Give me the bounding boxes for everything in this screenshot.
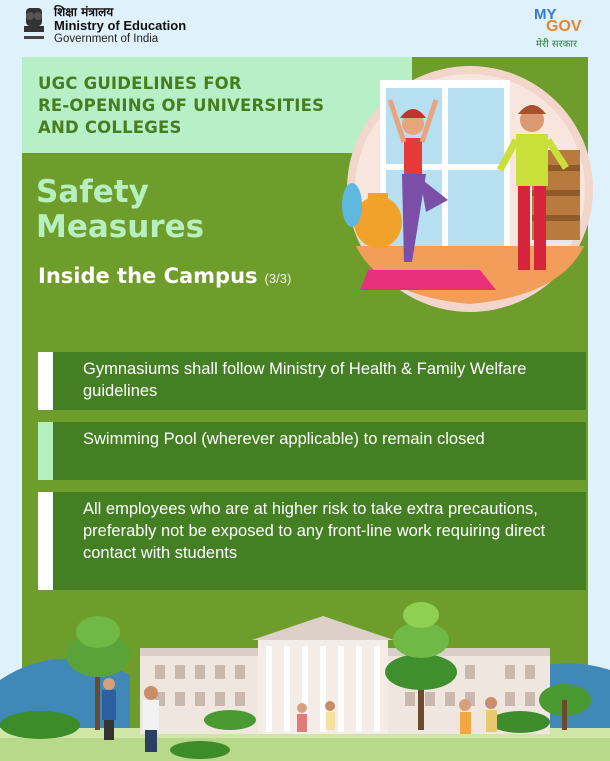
ugc-title-line-3: AND COLLEGES: [38, 118, 182, 137]
guideline-text: All employees who are at higher risk to take extra precautions, preferably not be exposed to any front-line work requiring direct contact with students: [83, 500, 546, 562]
item-marker-bar: [38, 422, 53, 480]
ministry-header: [18, 6, 186, 46]
mygov-my-text: MY: [534, 6, 557, 23]
guideline-text: Swimming Pool (wherever applicable) to remain closed: [83, 430, 485, 448]
ugc-guidelines-title: [38, 73, 358, 139]
ministry-name: Ministry of Education: [54, 18, 187, 34]
ugc-title-line-1: UGC GUIDELINES FOR: [38, 74, 242, 93]
subheading-text: Inside the Campus: [38, 264, 258, 288]
mygov-gov-text: GOV: [546, 18, 582, 35]
item-marker-bar: [38, 492, 53, 590]
guideline-item-swimming-pool: [38, 422, 586, 480]
government-name: Government of India: [54, 33, 159, 46]
safety-heading-line-1: Safety: [36, 174, 149, 210]
safety-measures-heading: [36, 175, 204, 245]
guideline-item-gymnasiums: [38, 352, 586, 410]
guideline-item-high-risk-employees: [38, 492, 586, 590]
section-subheading: [38, 264, 291, 288]
ugc-title-line-2: RE-OPENING OF UNIVERSITIES: [38, 96, 325, 115]
part-counter: (3/3): [264, 271, 292, 286]
ministry-hindi-title: शिक्षा मंत्रालय: [54, 5, 114, 19]
national-emblem-icon: [18, 6, 50, 46]
safety-heading-line-2: Measures: [36, 209, 205, 245]
item-marker-bar: [38, 352, 53, 410]
mygov-logo: [528, 6, 596, 50]
mygov-hindi-text: मेरी सरकार: [536, 39, 578, 50]
guideline-text: Gymnasiums shall follow Ministry of Health & Family Welfare guidelines: [83, 360, 527, 400]
